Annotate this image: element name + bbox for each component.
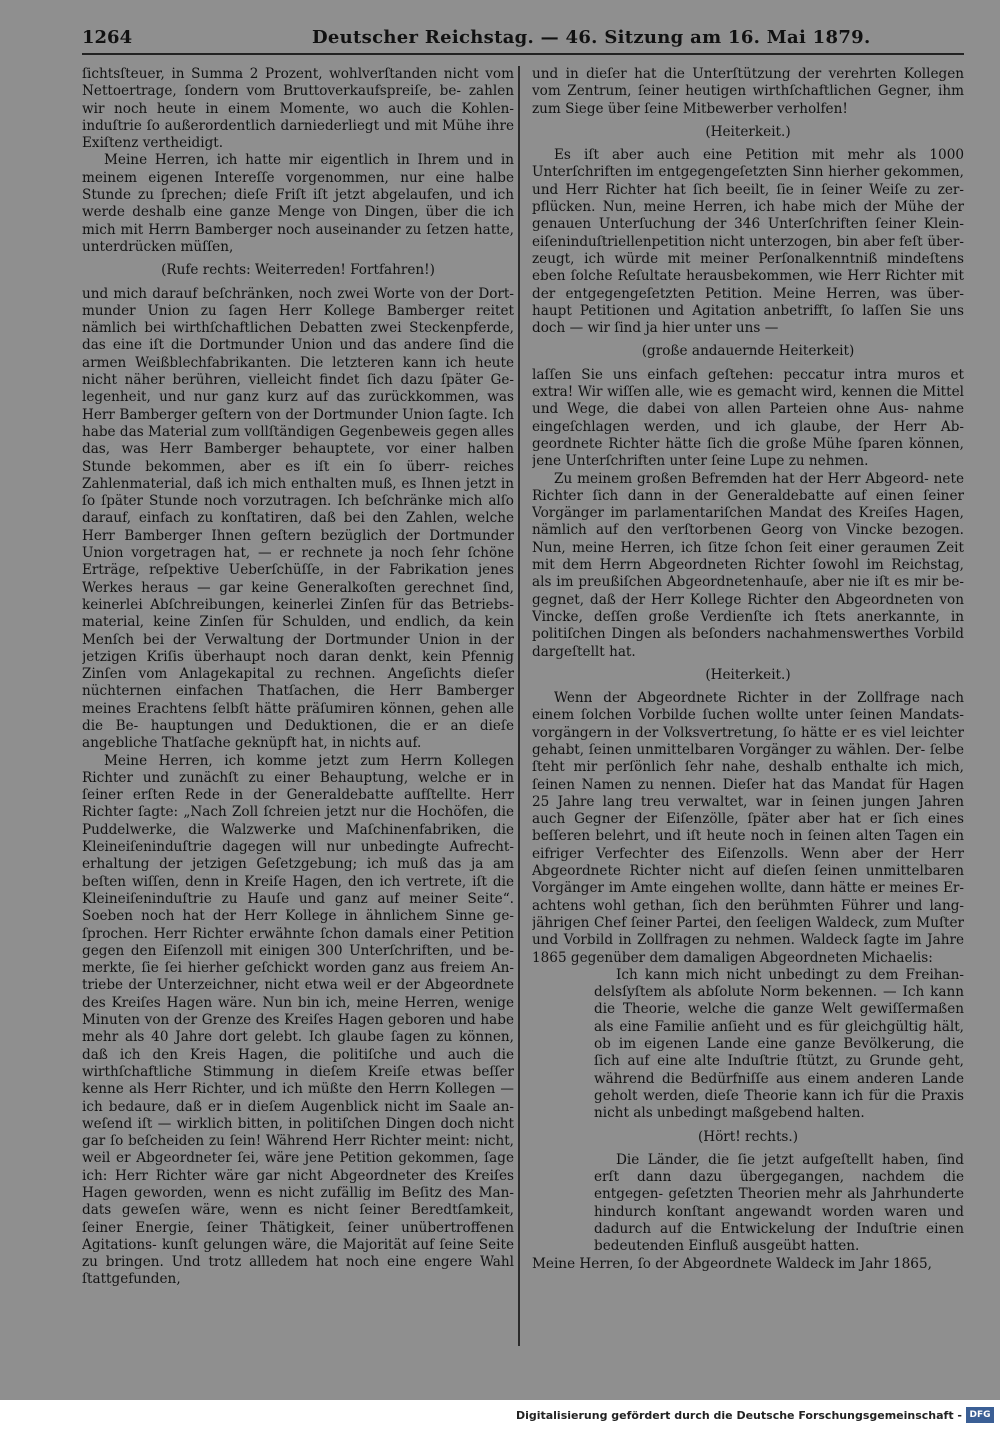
page-number: 1264 bbox=[82, 27, 133, 48]
interjection: (Heiterkeit.) bbox=[705, 666, 791, 683]
paragraph: Es iſt aber auch eine Petition mit mehr als 1000 Unterſchriften im entgegengeſetzten Sinn hierher gekommen, und Herr Richter hat ſich beeilt, ſie in ſeiner Weiſe zu zer- pflücken. Nun, meine Herren, ich habe mich der Mühe der genauen Unterſuchung der 346 Unterſchriften ſeiner Klein- eiſeninduſtriellenpetition nicht unterzogen, bin aber feſt über- zeugt, ich würde mit meiner Perſonalkenntniß mindeſtens eben ſolche Reſultate herausbekommen, wie Herr Richter mit der entgegengeſetzten Petition. Meine Herren, was über- haupt Petitionen und Agitation anbetrifft, ſo laſſen Sie uns doch — wir ſind ja hier unter uns — bbox=[532, 147, 964, 337]
interjection: (Hört! rechts.) bbox=[697, 1128, 799, 1145]
paragraph: Zu meinem großen Befremden hat der Herr Abgeord- nete Richter ſich dann in der Generaldebatte auf einen ſeiner Vorgänger im parlamentariſchen Mandat des Kreiſes Hagen, nämlich auf den verſtorbenen Georg von Vincke bezogen. Nun, meine Herren, ich ſitze ſchon ſeit einer geraumen Zeit mit dem Herrn Abgeordneten Richter ſowohl im Reichstag, als im preußiſchen Abgeordnetenhauſe, aber nie iſt es mir be- gegnet, daß der Herr Kollege Richter den Abgeordneten von Vincke, deſſen große Verdienſte ich ſtets anerkannte, in politiſchen Dingen als beſonders nachahmenswerthes Vorbild dargeſtellt hat. bbox=[532, 470, 964, 660]
paragraph: ſichtsſteuer, in Summa 2 Prozent, wohlverſtanden nicht vom Nettoertrage, ſondern vom Bruttoverkaufspreiſe, be- zahlen wir noch heute in einem Momente, wo auch die Kohlen- induſtrie ſo außerordentlich darniederliegt und mit Mühe ihre Exiſtenz vertheidigt. bbox=[82, 66, 514, 152]
paragraph: Meine Herren, ſo der Abgeordnete Waldeck im Jahr 1865, bbox=[532, 1255, 932, 1272]
interjection: (große andauernde Heiterkeit) bbox=[641, 343, 855, 360]
dfg-logo: DFG bbox=[966, 1407, 994, 1423]
paragraph: Wenn der Abgeordnete Richter in der Zollfrage nach einem ſolchen Vorbilde ſuchen wollte unter ſeinen Mandats- vorgängern in der Volksvertretung, ſo hätte er es viel leichter gehabt, ſeinen unmittelbaren Vorgänger zu wählen. Der- ſelbe ſteht mir perſönlich ſehr nahe, deshalb enthalte ich mich, ſeinen Namen zu nennen. Dieſer hat das Mandat für Hagen 25 Jahre lang treu verwaltet, war in ſeinen jungen Jahren auch Gegner der Eiſenzölle, ſpäter aber hat er ſich eines beſſeren belehrt, und iſt heute noch in ſeinen alten Tagen ein eifriger Verfechter des Eiſenzolls. Wenn aber der Herr Abgeordnete Richter nicht auf dieſen ſeinen unmittelbaren Vorgänger im Amte eingehen wollte, dann hätte er meines Er- achtens wohl gethan, ſich den berühmten Führer und lang- jährigen Chef ſeiner Partei, den ſeeligen Waldeck, zum Muſter und Vorbild in Zollfragen zu nehmen. Waldeck ſagte im Jahre 1865 gegenüber dem damaligen Abgeordneten Michaelis: bbox=[532, 690, 964, 966]
paragraph: und in dieſer hat die Unterſtützung der verehrten Kollegen vom Zentrum, ſeiner heutigen wirthſchaftlichen Gegner, ihm zum Siege über ſeine Mitbewerber verholfen! bbox=[532, 66, 964, 117]
running-head: Deutscher Reichstag. — 46. Sitzung am 16. Mai 1879. bbox=[312, 27, 871, 48]
paragraph: Meine Herren, ich komme jetzt zum Herrn Kollegen Richter und zunächſt zu einer Behauptung, welche er in ſeiner erſten Rede in der Generaldebatte aufſtellte. Herr Richter ſagte: „Nach Zoll ſchreien jetzt nur die Hochöfen, die Puddelwerke, die Walzwerke und Maſchinenfabriken, die Kleineiſeninduſtrie dagegen will nur unbedingte Aufrecht- erhaltung der jetzigen Geſetzgebung; ich muß das ja am beſten wiſſen, denn in Kreiſe Hagen, den ich vertrete, iſt die Kleineiſeninduſtrie zu Hauſe und ganz auf meiner Seite“. Soeben noch hat der Herr Kollege in ähnlichem Sinne ge- ſprochen. Herr Richter erwähnte ſchon damals einer Petition gegen den Eiſenzoll mit einigen 300 Unterſchriften, und be- merkte, ſie ſei hierher geſchickt worden ganz aus freiem An- triebe der Unterzeichner, nicht etwa weil er der Abgeordnete des Kreiſes Hagen wäre. Nun bin ich, meine Herren, wenige Minuten von der Grenze des Kreiſes Hagen geboren und habe mehr als 40 Jahre dort gelebt. Ich glaube ſagen zu können, daß ich den Kreis Hagen, die politiſche und auch die wirthſchaftliche Stimmung in dieſem Kreiſe etwas beſſer kenne als Herr Richter, und ich müßte den Herrn Kollegen — ich bedaure, daß er in dieſem Augenblick nicht im Saale an- weſend iſt — wirklich bitten, in politiſchen Dingen doch nicht gar ſo beſcheiden zu ſein! Während Herr Richter meint: nicht, weil er Abgeordneter ſei, wäre jene Petition gekommen, ſage ich: Herr Richter wäre gar nicht Abgeordneter des Kreiſes Hagen geworden, wenn es nicht zufällig im Beſitz des Man- dats geweſen wäre, wenn es nicht ſeiner Beredtſamkeit, ſeiner Energie, ſeiner Thätigkeit, ſeiner unübertroffenen Agitations- kunſt gelungen wäre, die Majorität auf ſeine Seite zu bringen. Und trotz allledem hat noch eine engere Wahl ſtattgefunden, bbox=[82, 752, 514, 1288]
left-column bbox=[82, 66, 514, 1346]
quotation-paragraph: Ich kann mich nicht unbedingt zu dem Freihan- delsſyſtem als abſolute Norm bekennen. — Ich kann die Theorie, welche die ganze Welt gewiſſermaßen als eine Familie anſieht und es für gleichgültig hält, ob im eigenen Lande eine ganze Bevölkerung, die ſich auf eine alte Induſtrie ſtützt, zu Grunde geht, während die Bedürfniſſe aus einem anderen Lande geholt werden, dieſe Theorie kann ich für die Praxis nicht als unbedingt maßgebend halten. bbox=[594, 966, 964, 1122]
interjection: (Rufe rechts: Weiterreden! Fortfahren!) bbox=[161, 262, 435, 279]
interjection: (Heiterkeit.) bbox=[705, 123, 791, 140]
footer-bar bbox=[0, 1400, 1000, 1432]
digitization-credit: Digitalisierung gefördert durch die Deutsche Forschungsgemeinschaft - bbox=[515, 1409, 962, 1422]
right-column bbox=[532, 66, 964, 1346]
quotation-paragraph: Die Länder, die ſie jetzt aufgeſtellt haben, ſind erſt dann dazu übergegangen, nachdem die entgegen- geſetzten Theorien mehr als Jahrhunderte hindurch konſtant angewandt worden waren und dadurch auf die Entwickelung der Induſtrie einen bedeutenden Einfluß ausgeübt hatten. bbox=[594, 1151, 964, 1255]
header-rule bbox=[82, 53, 964, 55]
page-header bbox=[82, 27, 964, 55]
paragraph: und mich darauf beſchränken, noch zwei Worte von der Dort- munder Union zu ſagen Herr Kollege Bamberger reitet nämlich bei wirthſchaftlichen Debatten zwei Steckenpferde, das eine iſt die Dortmunder Union und das andere ſind die armen Weißblechfabrikanten. Die letzteren kann ich heute nicht näher berühren, vielleicht findet ſich dazu ſpäter Ge- legenheit, und nur ganz kurz auf das zurückkommen, was Herr Bamberger geſtern von der Dortmunder Union ſagte. Ich habe das Material zum vollſtändigen Gegenbeweis gegen alles das, was Herr Bamberger behauptete, vor einer halben Stunde bekommen, aber es iſt ein ſo überr- reiches Zahlenmaterial, daß ich mich enthalten muß, es Ihnen jetzt in ſo ſpäter Stunde noch vorzutragen. Ich beſchränke mich alſo darauf, einfach zu konſtatiren, daß bei den Zahlen, welche Herr Bamberger Ihnen geſtern bezüglich der Dortmunder Union vorgetragen hat, — er rechnete ja noch ſehr ſchöne Erträge, reſpektive Ueberſchüſſe, in der Fabrikation jenes Werkes heraus — gar keine Generalkoſten gerechnet ſind, keinerlei Abſchreibungen, keinerlei Zinſen für das Betriebs- material, keine Zinſen für Schulden, und endlich, da kein Menſch bei der Verwaltung der Dortmunder Union in der jetzigen Kriſis überhaupt noch daran denkt, kein Pfennig Zinſen vom Anlagekapital zu rechnen. Angeſichts dieſer nüchternen einfachen Thatſachen, die Herr Bamberger meines Erachtens ſelbſt hätte präſumiren können, gehen alle die Be- hauptungen und Deduktionen, die er an dieſe angebliche Thatſache geknüpft hat, in nichts auf. bbox=[82, 285, 514, 752]
paragraph: laſſen Sie uns einfach geſtehen: peccatur intra muros et extra! Wir wiſſen alle, wie es gemacht wird, kennen die Mittel und Wege, die dabei von allen Parteien ohne Aus- nahme eingeſchlagen werden, und ich glaube, der Herr Ab- geordnete Richter hätte ſich die große Mühe ſparen können, jene Unterſchriften unter ſeine Lupe zu nehmen. bbox=[532, 366, 964, 470]
paragraph: Meine Herren, ich hatte mir eigentlich in Ihrem und in meinem eigenen Intereſſe vorgenommen, nur eine halbe Stunde zu ſprechen; dieſe Friſt iſt jetzt abgelaufen, und ich werde deshalb eine ganze Menge von Dingen, über die ich mich mit Herrn Bamberger noch auseinander zu ſetzen hatte, unterdrücken müſſen, bbox=[82, 152, 514, 255]
column-divider bbox=[518, 66, 520, 1346]
